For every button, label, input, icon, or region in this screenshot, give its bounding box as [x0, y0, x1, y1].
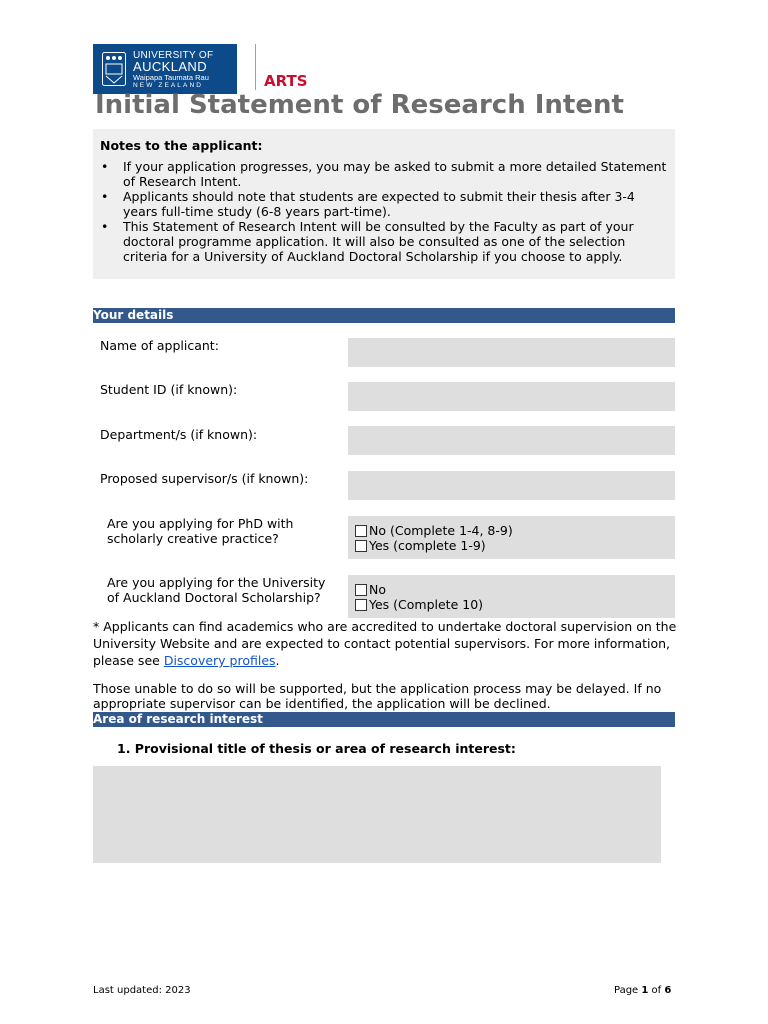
- page-total: 6: [664, 985, 672, 996]
- phd-question-line-1: Are you applying for PhD with: [107, 516, 294, 531]
- supervisor-label: Proposed supervisor/s (if known):: [100, 471, 309, 486]
- logo-line-1: UNIVERSITY OF: [133, 50, 214, 61]
- student-id-field[interactable]: [348, 382, 675, 411]
- supervisor-note-end: .: [275, 653, 280, 668]
- notes-item: • If your application progresses, you may be asked to submit a more detailed Statement of Research Intent.: [93, 159, 668, 189]
- notes-heading: Notes to the applicant:: [100, 138, 263, 153]
- checkbox-icon[interactable]: [355, 540, 367, 552]
- scholarship-options: [348, 575, 675, 618]
- page-current: 1: [641, 985, 649, 996]
- supervisor-note-text: * Applicants can find academics who are accredited to undertake doctoral supervision on the University Website and are expected to contact potential supervisors. For more information, please see: [93, 619, 677, 668]
- name-label: Name of applicant:: [100, 338, 219, 353]
- last-updated: Last updated: 2023: [93, 985, 191, 996]
- scholarship-question-line-2: of Auckland Doctoral Scholarship?: [107, 590, 321, 605]
- department-field[interactable]: [348, 426, 675, 455]
- discovery-profiles-link[interactable]: Discovery profiles: [163, 653, 276, 668]
- crest-icon: [102, 52, 126, 86]
- notes-item: • This Statement of Research Intent will be consulted by the Faculty as part of your doctoral programme application. It will also be consulted as one of the selection criteria for a University of Auckland Doctoral Scholarship if you choose to apply.: [93, 219, 668, 264]
- phd-option-no-label: No (Complete 1-4, 8-9): [369, 523, 513, 538]
- checkbox-icon[interactable]: [355, 599, 367, 611]
- checkbox-icon[interactable]: [355, 525, 367, 537]
- page-number: [614, 985, 671, 996]
- university-logo: [93, 44, 237, 94]
- notes-item: • Applicants should note that students are expected to submit their thesis after 3-4 years full-time study (6-8 years part-time).: [93, 189, 668, 219]
- phd-question: [107, 516, 293, 546]
- logo-line-4: NEW ZEALAND: [133, 82, 204, 89]
- phd-question-line-2: scholarly creative practice?: [107, 531, 279, 546]
- your-details-heading: Your details: [93, 308, 675, 323]
- scholarship-option-no[interactable]: [355, 582, 386, 597]
- checkbox-icon[interactable]: [355, 584, 367, 596]
- scholarship-option-no-label: No: [369, 582, 386, 597]
- phd-option-no[interactable]: [355, 523, 513, 538]
- phd-option-yes-label: Yes (complete 1-9): [369, 538, 486, 553]
- page-of: of: [648, 985, 665, 996]
- notes-list: [93, 159, 668, 264]
- faculty-label: ARTS: [264, 72, 308, 90]
- scholarship-question: [107, 575, 325, 605]
- scholarship-question-line-1: Are you applying for the University: [107, 575, 326, 590]
- name-field[interactable]: [348, 338, 675, 367]
- page-prefix: Page: [614, 985, 642, 996]
- phd-options: [348, 516, 675, 559]
- student-id-label: Student ID (if known):: [100, 382, 238, 397]
- research-heading: Area of research interest: [93, 712, 675, 727]
- scholarship-option-yes[interactable]: [355, 597, 483, 612]
- page-title: Initial Statement of Research Intent: [95, 90, 624, 120]
- unable-note: Those unable to do so will be supported, but the application process may be delayed. If no appropriate supervisor can be identified, the application will be declined.: [93, 681, 662, 711]
- logo-line-2: AUCKLAND: [133, 59, 207, 74]
- scholarship-option-yes-label: Yes (Complete 10): [369, 597, 484, 612]
- notes-box: [93, 129, 675, 279]
- supervisor-field[interactable]: [348, 471, 675, 500]
- header-divider: [255, 44, 256, 90]
- department-label: Department/s (if known):: [100, 427, 258, 442]
- phd-option-yes[interactable]: [355, 538, 486, 553]
- supervisor-note: [93, 618, 683, 669]
- question-1-answer-field[interactable]: [93, 766, 661, 863]
- question-1: 1. Provisional title of thesis or area of research interest:: [117, 741, 516, 756]
- logo-line-3: Waipapa Taumata Rau: [133, 73, 209, 82]
